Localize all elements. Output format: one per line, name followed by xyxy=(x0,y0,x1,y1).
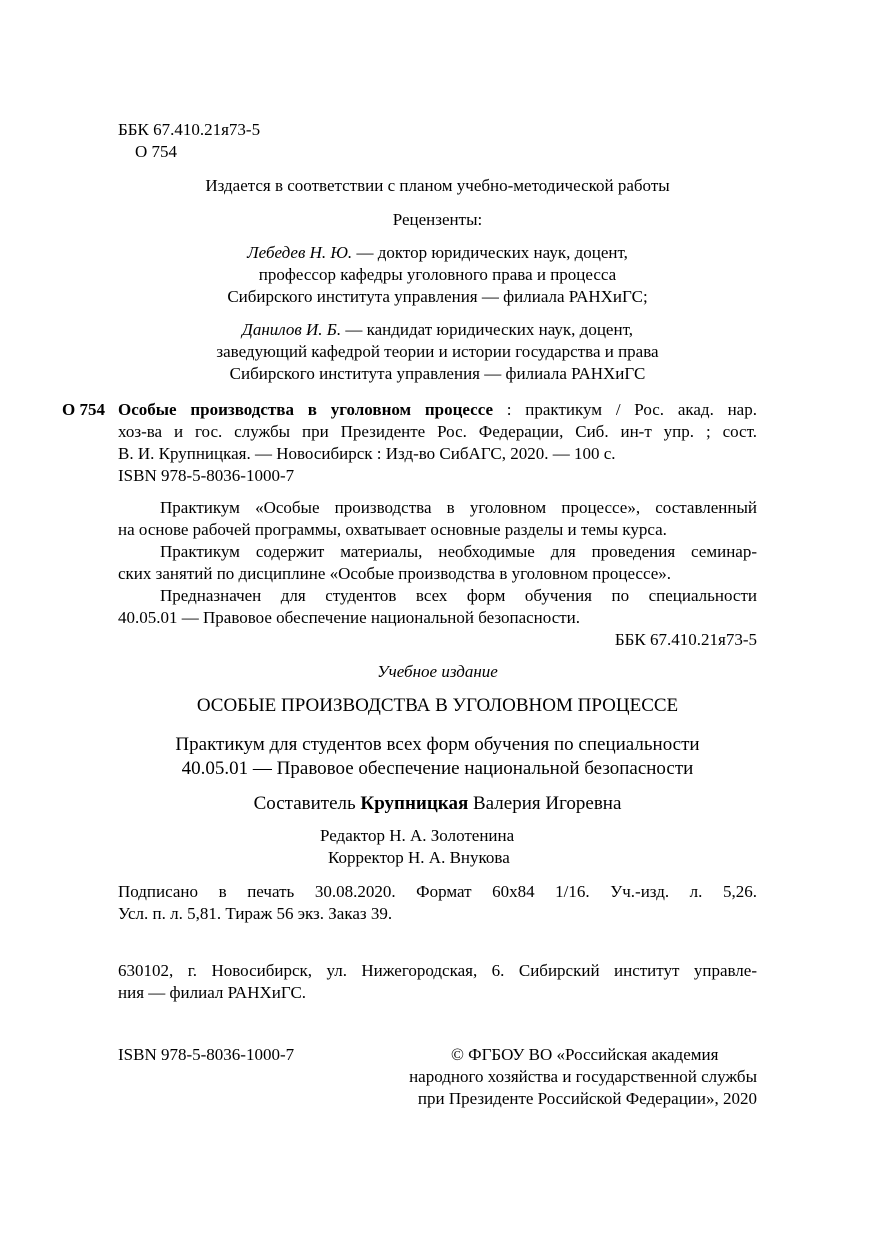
reviewer-2-line-3: Сибирского института управления — филиала РАНХиГС xyxy=(229,364,646,383)
abstract-p2-line-1: Практикум содержит материалы, необходимые для проведения семинар- xyxy=(160,542,757,561)
reviewer-2-name: Данилов И. Б. xyxy=(242,320,342,339)
reviewer-1-line-1: Лебедев Н. Ю. — доктор юридических наук, доцент, xyxy=(247,243,628,262)
catalog-line-1: Особые производства в уголовном процессе : практикум / Рос. акад. нар. xyxy=(118,400,757,419)
reviewer-1-line-3: Сибирского института управления — филиала РАНХиГС; xyxy=(227,287,648,306)
subtitle-line-1: Практикум для студентов всех форм обучения по специальности xyxy=(175,734,700,755)
reviewer-1-line-2: профессор кафедры уголовного права и процесса xyxy=(258,265,617,284)
publish-note: Издается в соответствии с планом учебно-методической работы xyxy=(205,176,670,195)
reviewer-2-line-1: Данилов И. Б. — кандидат юридических наук, доцент, xyxy=(242,320,633,339)
catalog-line-3: В. И. Крупницкая. — Новосибирск : Изд-во СибАГС, 2020. — 100 с. xyxy=(118,444,616,463)
editor-line: Редактор Н. А. Золотенина xyxy=(320,826,515,845)
abstract-p1-line-2: на основе рабочей программы, охватывает основные разделы и темы курса. xyxy=(118,520,667,539)
catalog-isbn: ISBN 978-5-8036-1000-7 xyxy=(118,466,295,485)
main-title: ОСОБЫЕ ПРОИЗВОДСТВА В УГОЛОВНОМ ПРОЦЕССЕ xyxy=(196,695,679,716)
copyright-line-2: народного хозяйства и государственной службы xyxy=(409,1067,757,1086)
compiler-surname: Крупницкая xyxy=(360,793,469,814)
copyright-line-1: © ФГБОУ ВО «Российская академия xyxy=(451,1045,719,1064)
edition-type: Учебное издание xyxy=(377,662,498,681)
abstract-p2-line-2: ских занятий по дисциплине «Особые производства в уголовном процессе». xyxy=(118,564,672,583)
catalog-line-2: хоз-ва и гос. службы при Президенте Рос. Федерации, Сиб. ин-т упр. ; сост. xyxy=(118,422,757,441)
author-code-top: О 754 xyxy=(135,142,178,161)
corrector-line: Корректор Н. А. Внукова xyxy=(328,848,510,867)
abstract-p1-line-1: Практикум «Особые производства в уголовном процессе», составленный xyxy=(160,498,757,517)
bbk-index-top: ББК 67.410.21я73-5 xyxy=(118,120,261,139)
subtitle-line-2: 40.05.01 — Правовое обеспечение национальной безопасности xyxy=(181,758,694,779)
reviewer-2-line-2: заведующий кафедрой теории и истории государства и права xyxy=(216,342,659,361)
catalog-code: О 754 xyxy=(62,400,105,419)
reviewers-heading: Рецензенты: xyxy=(392,210,483,229)
print-info-line-2: Усл. п. л. 5,81. Тираж 56 экз. Заказ 39. xyxy=(118,904,393,923)
address-line-1: 630102, г. Новосибирск, ул. Нижегородская, 6. Сибирский институт управле- xyxy=(118,961,757,980)
footer-isbn: ISBN 978-5-8036-1000-7 xyxy=(118,1045,295,1064)
address-line-2: ния — филиал РАНХиГС. xyxy=(118,983,307,1002)
print-info-line-1: Подписано в печать 30.08.2020. Формат 60х84 1/16. Уч.-изд. л. 5,26. xyxy=(118,882,757,901)
catalog-title: Особые производства в уголовном процессе xyxy=(118,400,494,419)
abstract-bbk: ББК 67.410.21я73-5 xyxy=(614,630,757,649)
copyright-line-3: при Президенте Российской Федерации», 2020 xyxy=(417,1089,757,1108)
abstract-p3-line-1: Предназначен для студентов всех форм обучения по специальности xyxy=(160,586,757,605)
compiler-line: Составитель Крупницкая Валерия Игоревна xyxy=(253,793,622,814)
abstract-p3-line-2: 40.05.01 — Правовое обеспечение национальной безопасности. xyxy=(118,608,581,627)
reviewer-1-name: Лебедев Н. Ю. xyxy=(247,243,353,262)
